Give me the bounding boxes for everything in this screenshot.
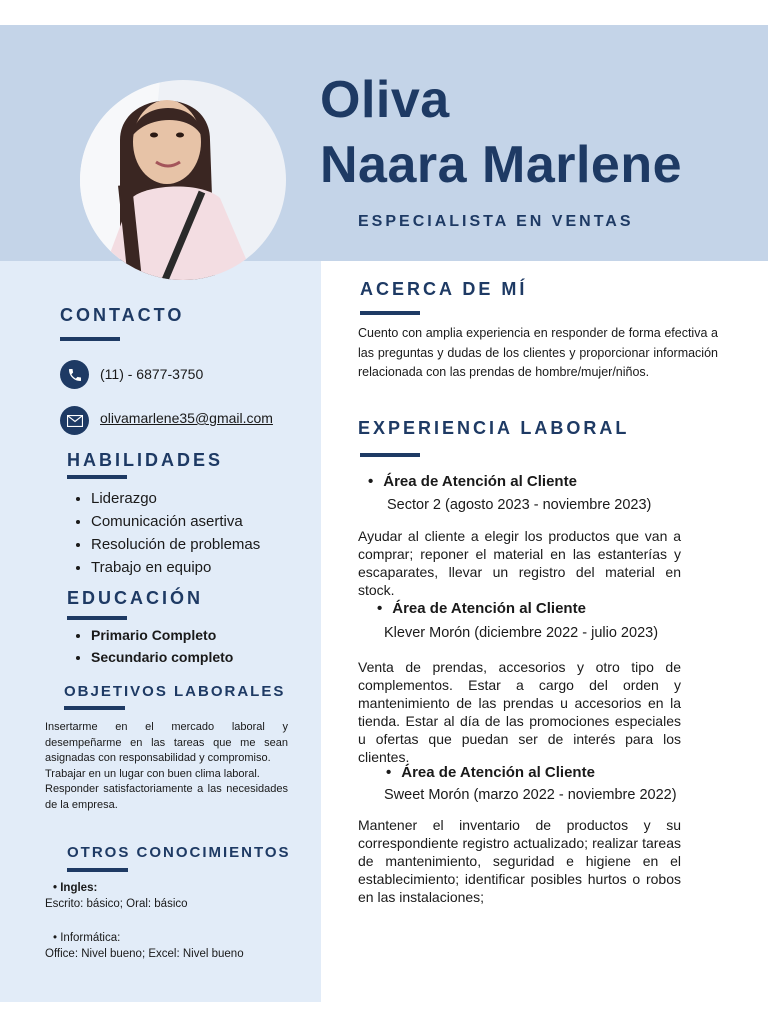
other-knowledge-heading-rule	[67, 868, 128, 872]
first-name: Oliva	[320, 71, 450, 129]
objective-line: Responder satisfactoriamente a las necesidades de la empresa.	[45, 783, 288, 811]
job-description-3: Mantener el inventario de productos y su correspondiente registro actualizado; realizar tareas de mantenimiento, seguridad e higiene en el establecimiento; identificar posibles hurtos o robos en las instalaciones;	[358, 817, 681, 905]
email-link[interactable]: olivamarlene35@gmail.com	[100, 410, 273, 426]
education-heading: EDUCACIÓN	[67, 588, 204, 608]
other-knowledge-detail: Escrito: básico; Oral: básico	[45, 898, 188, 910]
job-description-2: Venta de prendas, accesorios y otro tipo de complementos. Estar a cargo del orden y mantenimiento de las prendas u accesorios en la tienda. Estar al día de las promociones especiales u ofertas que puedan ser de interés para los clientes.	[358, 659, 681, 765]
other-knowledge-heading: OTROS CONOCIMIENTOS	[67, 844, 291, 861]
job-company-1: Sector 2 (agosto 2023 - noviembre 2023)	[387, 497, 652, 513]
skills-heading: HABILIDADES	[67, 450, 224, 470]
skill-item: • Comunicación asertiva	[91, 510, 260, 533]
other-knowledge-label: • Ingles:	[53, 882, 98, 894]
job-title-1: • Área de Atención al Cliente	[368, 473, 577, 490]
objectives-text	[45, 720, 288, 813]
other-knowledge-detail: Office: Nivel bueno; Excel: Nivel bueno	[45, 948, 244, 960]
experience-heading: EXPERIENCIA LABORAL	[358, 418, 630, 438]
job-title-2: • Área de Atención al Cliente	[377, 600, 586, 617]
other-knowledge-list	[45, 880, 244, 962]
education-list	[67, 624, 233, 668]
skill-item: • Resolución de problemas	[91, 533, 260, 556]
objectives-heading: OBJETIVOS LABORALES	[64, 683, 286, 700]
last-name: Naara Marlene	[320, 136, 683, 194]
about-heading: ACERCA DE MÍ	[360, 279, 528, 299]
skill-item: • Trabajo en equipo	[91, 556, 260, 579]
job-company-3: Sweet Morón (marzo 2022 - noviembre 2022)	[384, 787, 677, 803]
education-item: • Secundario completo	[91, 646, 233, 668]
job-title-3: • Área de Atención al Cliente	[386, 764, 595, 781]
about-heading-rule	[360, 311, 420, 315]
objective-line: Trabajar en un lugar con buen clima laboral.	[45, 767, 260, 780]
contact-heading-rule	[60, 337, 120, 341]
education-item: • Primario Completo	[91, 624, 233, 646]
experience-heading-rule	[360, 453, 420, 457]
job-title: ESPECIALISTA EN VENTAS	[358, 213, 634, 230]
skills-heading-rule	[67, 475, 127, 479]
objective-line: Insertarme en el mercado laboral y desempeñarme en las tareas que me sean asignadas con responsabilidad y compromiso.	[45, 721, 288, 764]
portrait-illustration	[80, 80, 286, 280]
mail-icon	[60, 406, 89, 435]
skills-list	[67, 487, 260, 579]
about-text: Cuento con amplia experiencia en responder de forma efectiva a las preguntas y dudas de los clientes y proporcionar información relacionada con las prendas de hombre/mujer/niños.	[358, 326, 718, 379]
phone-icon	[60, 360, 89, 389]
job-description-1: Ayudar al cliente a elegir los productos que van a comprar; reponer el material en las estanterías y escaparates, llevar un registro del material en stock.	[358, 528, 681, 598]
education-heading-rule	[67, 616, 127, 620]
profile-photo	[80, 80, 286, 280]
skill-item: • Liderazgo	[91, 487, 260, 510]
objectives-heading-rule	[64, 706, 125, 710]
other-knowledge-label: • Informática:	[53, 932, 121, 944]
job-company-2: Klever Morón (diciembre 2022 - julio 2023)	[384, 625, 659, 641]
phone-number: (11) - 6877-3750	[100, 366, 204, 382]
contact-heading: CONTACTO	[60, 305, 185, 325]
